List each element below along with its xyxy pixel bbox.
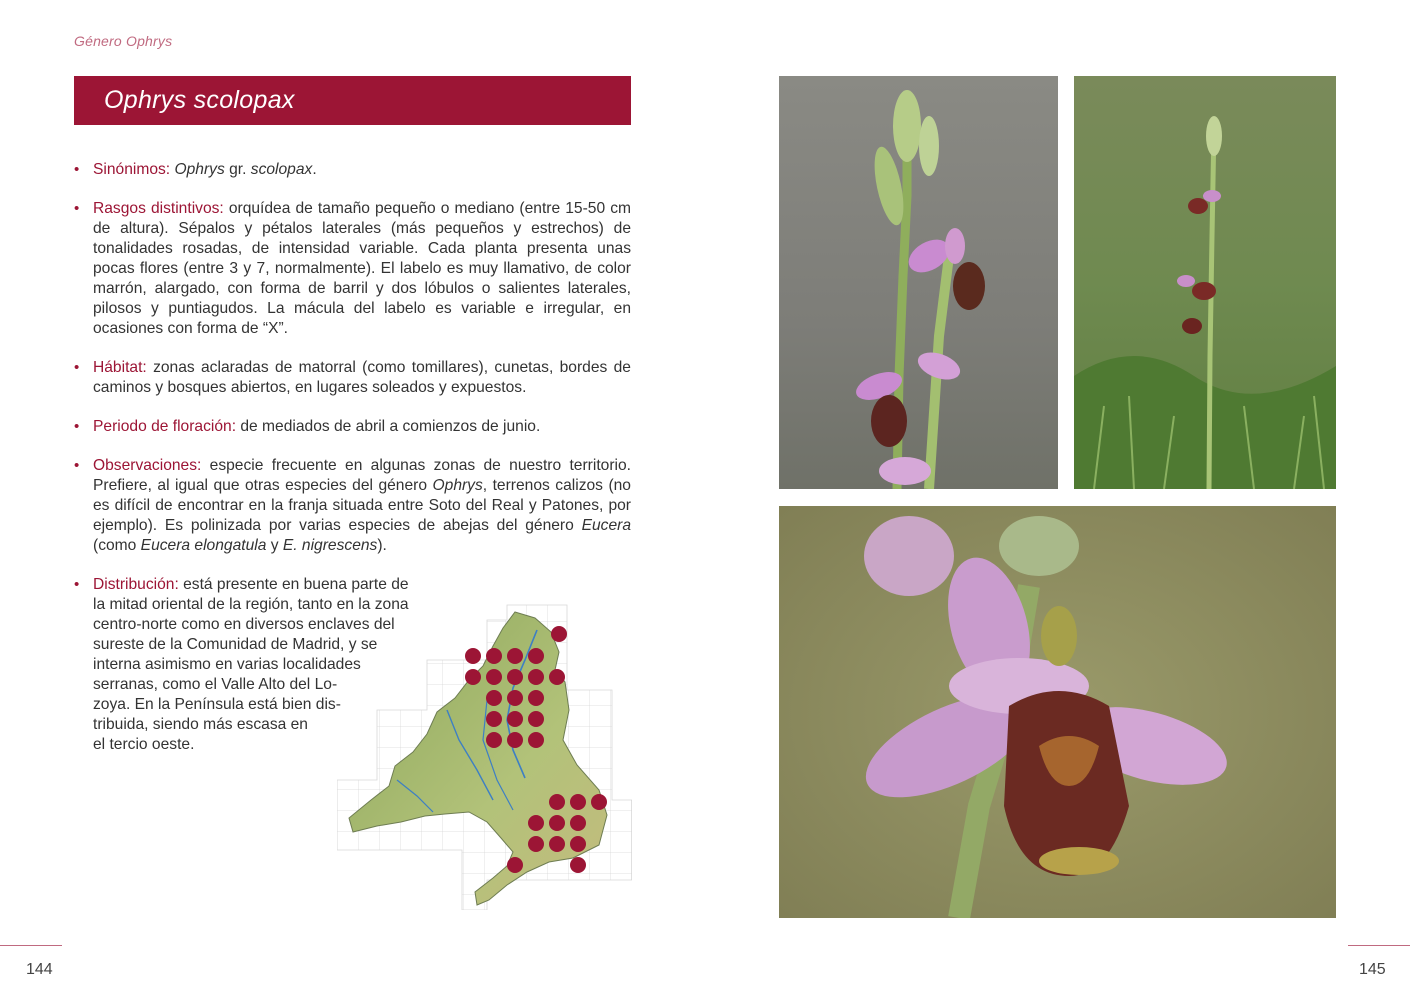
orchid-photo-stem — [779, 76, 1058, 489]
orchid-photo-closeup — [779, 506, 1336, 918]
rasgos-label: Rasgos distintivos: — [93, 200, 224, 217]
dist-line: serranas, como el Valle Alto del Lo- — [93, 676, 338, 693]
madrid-map-graphic — [337, 600, 632, 910]
obs-text-5: ). — [377, 537, 387, 554]
sinonimos-item — [74, 160, 631, 180]
sinonimos-end: . — [312, 161, 317, 178]
orchid-photo-habitat — [1074, 76, 1336, 489]
periodo-label: Periodo de floración: — [93, 418, 237, 435]
habitat-label: Hábitat: — [93, 359, 147, 376]
dist-line: tribuida, siendo más escasa en — [93, 716, 308, 733]
habitat-text: zonas aclaradas de matorral (como tomillares), cunetas, bordes de caminos y bosques abiertos, en lugares soleados y expuestos. — [93, 359, 631, 396]
page-rule-left — [0, 945, 62, 946]
bullet-icon: • — [74, 418, 80, 435]
periodo-item — [74, 417, 631, 437]
running-header: Género Ophrys — [74, 33, 173, 49]
bullet-icon: • — [74, 161, 80, 178]
obs-italic-3: Eucera elongatula — [140, 537, 267, 554]
habitat-item — [74, 358, 631, 398]
rasgos-item — [74, 199, 631, 339]
obs-italic-2: Eucera — [581, 517, 631, 534]
periodo-text: de mediados de abril a comienzos de junio. — [236, 418, 541, 435]
observaciones-label: Observaciones: — [93, 457, 202, 474]
dist-line: interna asimismo en varias localidades — [93, 656, 361, 673]
observaciones-item — [74, 456, 631, 556]
obs-italic-4: E. nigrescens — [282, 537, 378, 554]
dist-line: está presente en buena parte de — [178, 576, 409, 593]
dist-line: sureste de la Comunidad de Madrid, y se — [93, 636, 378, 653]
species-title: Ophrys scolopax — [104, 86, 295, 114]
rasgos-text: orquídea de tamaño pequeño o mediano (entre 15-50 cm de altura). Sépalos y pétalos laterales (más pequeños y estrechos) de tonalidades rosadas, de intensidad variable. Cada planta presenta unas pocas flores (entre 3 y 7, normalmente). El labelo es muy llamativo, de color marrón, alargado, con forma de barril y dos lóbulos o salientes laterales, pilosos y puntiagudos. La mácula del labelo es variable e irregular, en ocasiones con forma de “X”. — [93, 200, 631, 337]
bullet-icon: • — [74, 576, 80, 593]
page-number-left: 144 — [26, 961, 53, 978]
sinonimos-genus: Ophrys — [174, 161, 225, 178]
bullet-icon: • — [74, 359, 80, 376]
dist-line: el tercio oeste. — [93, 736, 195, 753]
distribution-map — [337, 600, 632, 910]
bullet-icon: • — [74, 457, 80, 474]
bullet-icon: • — [74, 200, 80, 217]
distribucion-label: Distribución: — [93, 576, 179, 593]
dist-line: zoya. En la Península está bien dis- — [93, 696, 341, 713]
page-number-right: 145 — [1359, 961, 1386, 978]
dist-line: la mitad oriental de la región, tanto en la zona — [93, 596, 409, 613]
obs-text-1: especie frecuente en algunas zonas de nuestro territorio. Prefiere, al igual que otras especies del género — [93, 457, 631, 494]
obs-italic-1: Ophrys — [432, 477, 483, 494]
sinonimos-label: Sinónimos: — [93, 161, 171, 178]
sinonimos-species: scolopax — [250, 161, 313, 178]
page-rule-right — [1348, 945, 1410, 946]
dist-line: centro-norte como en diversos enclaves del — [93, 616, 395, 633]
obs-text-2: , terrenos calizos (no es difícil de encontrar en la franja situada entre Soto del Real y Patones, por ejemplo). Es polinizada por varias especies de abejas del género — [93, 477, 631, 534]
species-title-bar — [74, 76, 631, 125]
obs-text-4: y — [266, 537, 283, 554]
sinonimos-gr: gr. — [224, 161, 251, 178]
obs-text-3: (como — [93, 537, 141, 554]
